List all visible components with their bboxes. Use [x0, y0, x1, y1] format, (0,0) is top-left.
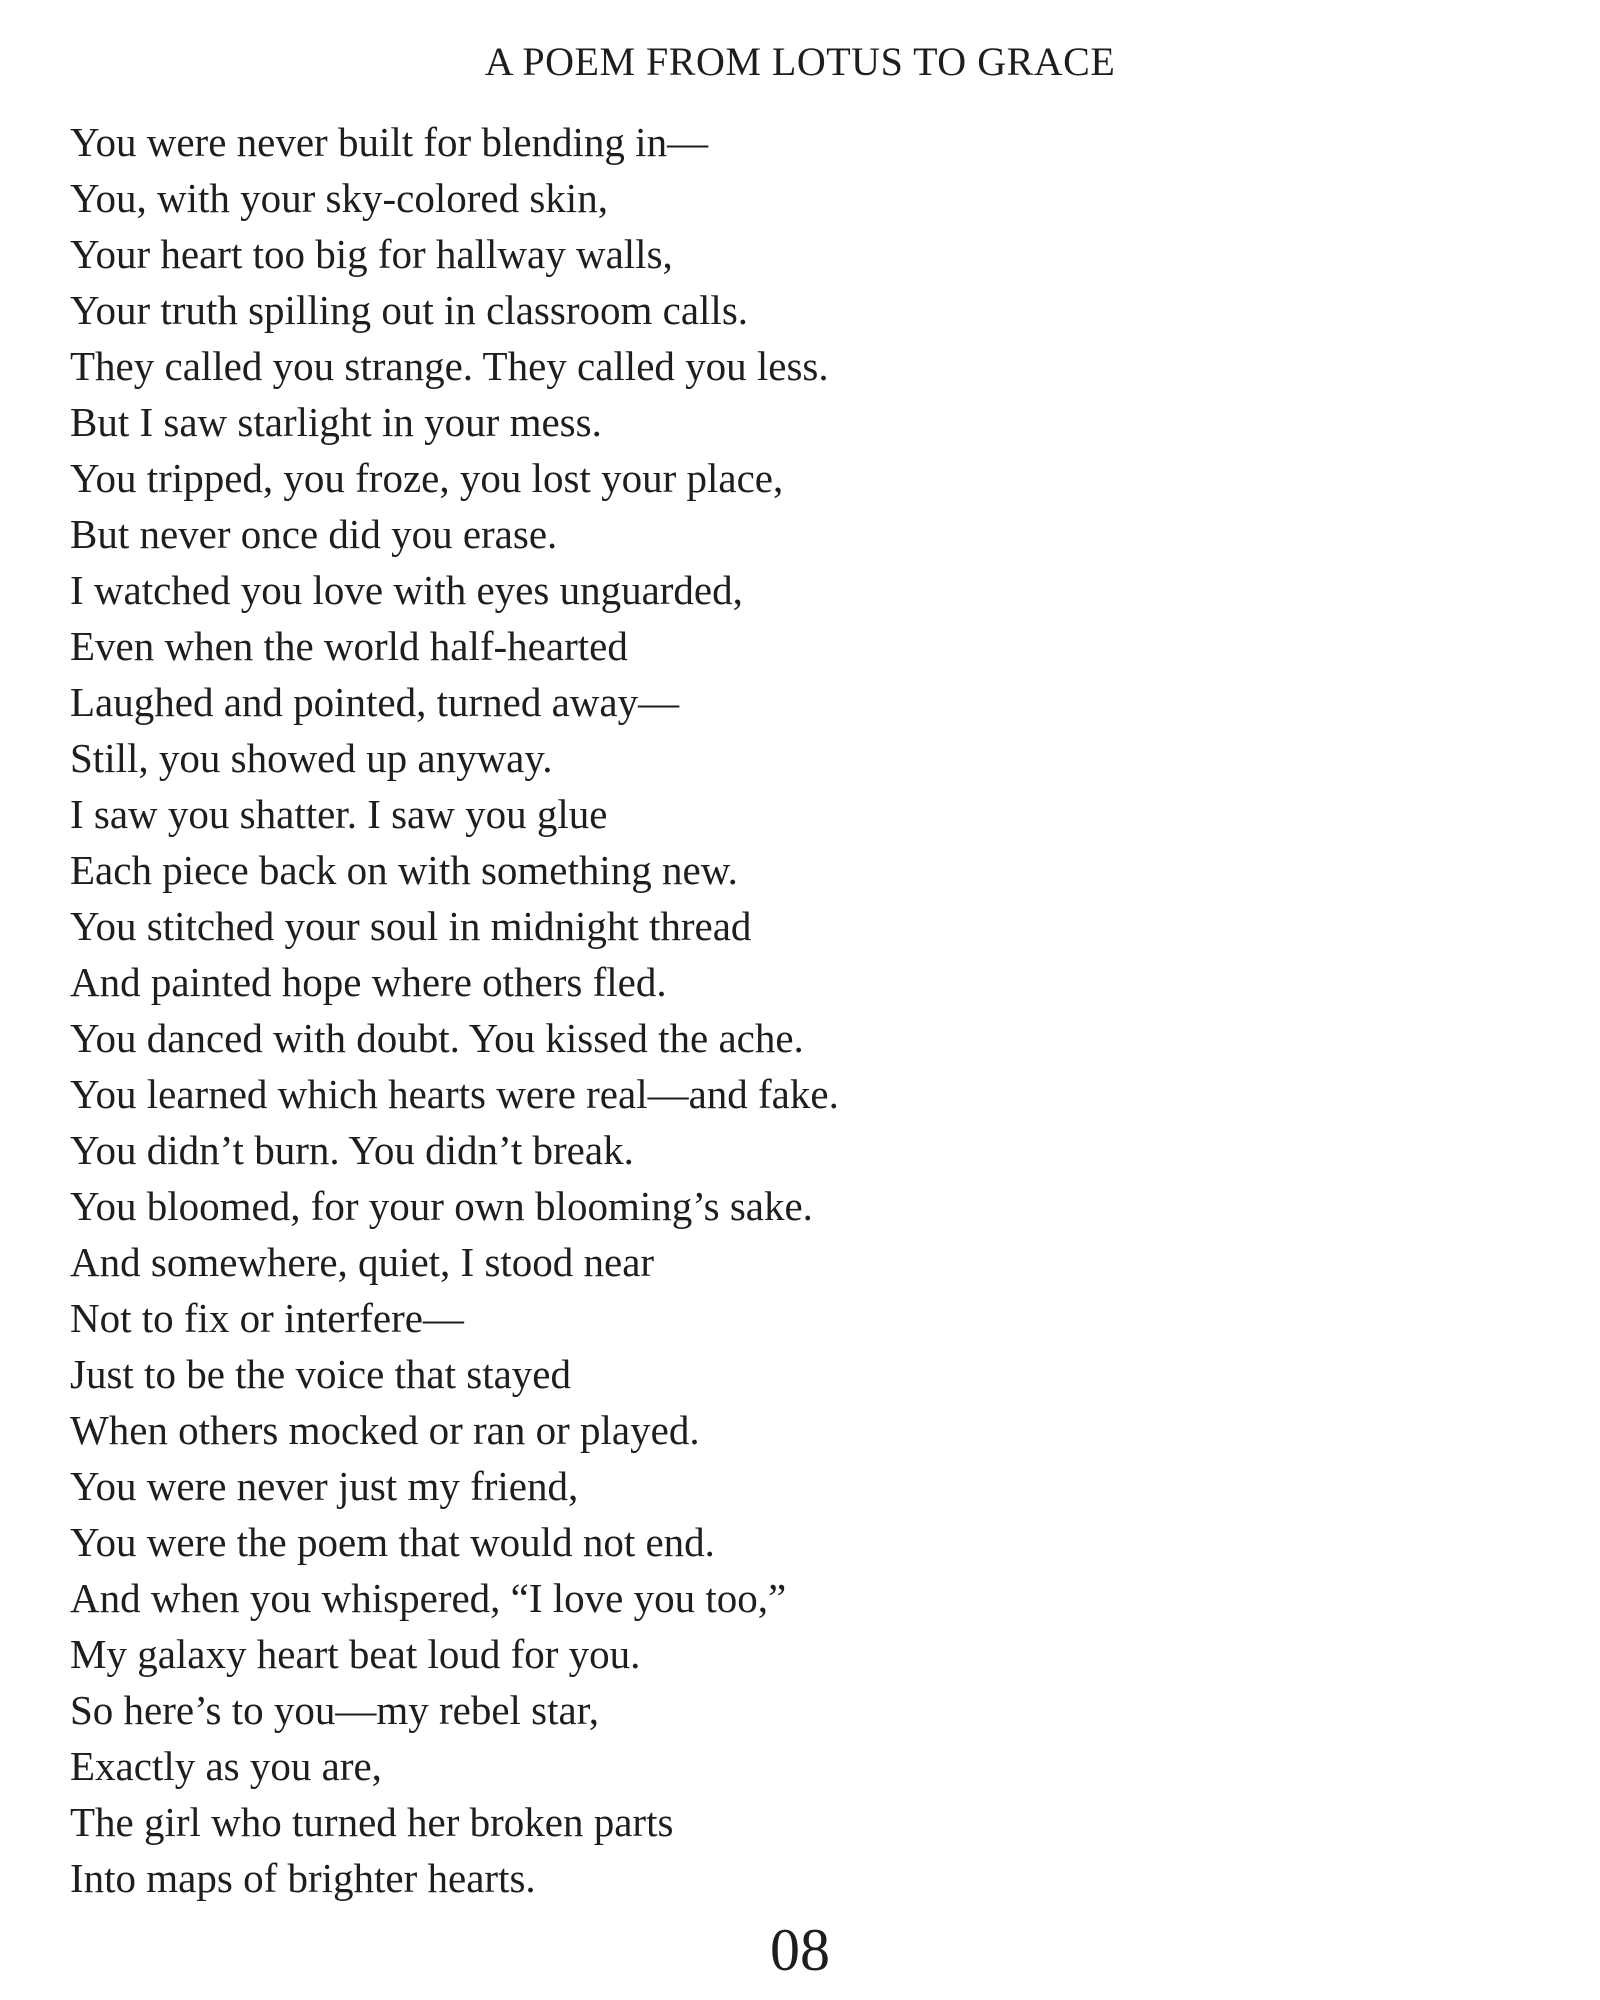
poem-line: The girl who turned her broken parts — [70, 1799, 674, 1845]
poem-line: But I saw starlight in your mess. — [70, 399, 602, 445]
poem-line: Each piece back on with something new. — [70, 847, 738, 893]
poem-line: You were the poem that would not end. — [70, 1519, 715, 1565]
poem-line: You stitched your soul in midnight thread — [70, 903, 752, 949]
poem-line: So here’s to you—my rebel star, — [70, 1687, 599, 1733]
poem-line: Even when the world half-hearted — [70, 623, 628, 669]
poem-line: And when you whispered, “I love you too,” — [70, 1575, 787, 1621]
poem-line: Still, you showed up anyway. — [70, 735, 553, 781]
poem-line: Your heart too big for hallway walls, — [70, 231, 673, 277]
poem-line: But never once did you erase. — [70, 511, 558, 557]
poem-line: When others mocked or ran or played. — [70, 1407, 700, 1453]
poem-line: And somewhere, quiet, I stood near — [70, 1239, 655, 1285]
poem-line: You were never just my friend, — [70, 1463, 579, 1509]
poem-line: I saw you shatter. I saw you glue — [70, 791, 608, 837]
poem-line: You were never built for blending in— — [70, 119, 709, 165]
poem-line: Exactly as you are, — [70, 1743, 382, 1789]
poem-line: Just to be the voice that stayed — [70, 1351, 571, 1397]
poem-line: Not to fix or interfere— — [70, 1295, 464, 1341]
poem-line: I watched you love with eyes unguarded, — [70, 567, 743, 613]
page-title: A POEM FROM LOTUS TO GRACE — [484, 39, 1116, 84]
poem-line: Your truth spilling out in classroom calls. — [70, 287, 749, 333]
poem-line: You didn’t burn. You didn’t break. — [70, 1127, 634, 1173]
poem-line: You tripped, you froze, you lost your place, — [70, 455, 784, 501]
poem-line: And painted hope where others fled. — [70, 959, 667, 1005]
poem-line: My galaxy heart beat loud for you. — [70, 1631, 641, 1677]
page-number: 08 — [770, 1917, 830, 1983]
poem-line: You danced with doubt. You kissed the ache. — [70, 1015, 804, 1061]
poem-line: They called you strange. They called you less. — [70, 343, 829, 389]
poem-line: Into maps of brighter hearts. — [70, 1855, 536, 1901]
poem-body — [70, 114, 1470, 1906]
poem-line: Laughed and pointed, turned away— — [70, 679, 680, 725]
poem-line: You bloomed, for your own blooming’s sake. — [70, 1183, 813, 1229]
poem-line: You learned which hearts were real—and fake. — [70, 1071, 839, 1117]
poem-line: You, with your sky-colored skin, — [70, 175, 608, 221]
